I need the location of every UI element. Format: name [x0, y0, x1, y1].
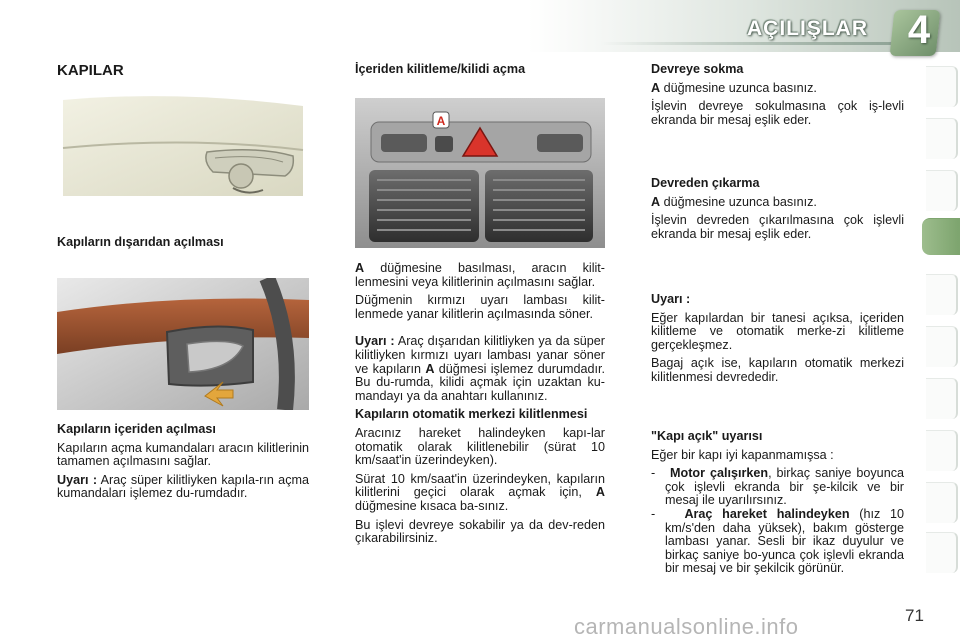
paragraph-activation-press — [651, 82, 904, 96]
button-ref-a: A — [651, 80, 661, 95]
paragraph-text: düğmesine uzunca basınız. — [660, 80, 817, 95]
bullet-engine-running — [651, 467, 904, 508]
chapter-tab[interactable] — [926, 66, 958, 107]
paragraph-boot-open: Bagaj açık ise, kapıların otomatik merkezi kilitlenmesi devrededir. — [651, 356, 904, 384]
paragraph-auto-locking: Aracınız hareket halindeyken kapı-lar otomatik olarak kilitlenebilir (sürat 10 km/saat'in üzerindeyken). — [355, 425, 605, 468]
chapter-tab[interactable] — [926, 170, 958, 211]
watermark: carmanualsonline.info — [574, 614, 799, 639]
section-title: KAPILAR — [57, 62, 124, 79]
chapter-tab[interactable] — [926, 532, 958, 573]
warning-super-lock — [355, 335, 605, 403]
chapter-tab[interactable] — [926, 378, 958, 419]
caption-exterior-opening: Kapıların dışarıdan açılması — [57, 235, 224, 249]
exterior-door-handle-illustration — [57, 92, 309, 200]
paragraph-warning-lamp: Düğmenin kırmızı uyarı lambası kilit-lenmede yanar kilitlerin açılmasında söner. — [355, 293, 605, 321]
heading-interior-locking: İçeriden kilitleme/kilidi açma — [355, 62, 526, 76]
bullet-vehicle-moving — [651, 508, 904, 576]
chapter-tab[interactable] — [926, 118, 958, 159]
button-ref-a: A — [355, 261, 365, 275]
paragraph-temp-unlock — [355, 473, 605, 514]
bullet-title: Motor çalışırken — [670, 466, 769, 481]
heading-interior-opening: Kapıların içeriden açılması — [57, 422, 216, 436]
heading-activation: Devreye sokma — [651, 62, 744, 76]
page-number: 71 — [905, 606, 924, 625]
chapter-number: 4 — [907, 8, 931, 52]
chapter-tabs — [926, 66, 960, 574]
paragraph-toggle-function: Bu işlevi devreye sokabilir ya da dev-reden çıkarabilirsiniz. — [355, 517, 605, 546]
warning-text: Araç dışarıdan kilitliyken ya da süper kilitliyken kırmızı uyarı lambası yanar söner ve kapıların — [355, 334, 605, 376]
button-ref-a: A — [651, 194, 661, 209]
paragraph-text: düğmesine kısaca ba-sınız. — [355, 498, 509, 513]
paragraph-text: düğmesine basılması, aracın kilit-lenmesini veya kilitlerinin açılmasını sağlar. — [355, 261, 605, 289]
heading-auto-locking: Kapıların otomatik merkezi kilitlenmesi — [355, 407, 588, 422]
paragraph-deactivation-press — [651, 196, 904, 210]
paragraph-interior-opening: Kapıların açma kumandaları aracın kilitlerinin tamamen açılmasını sağlar. — [57, 440, 309, 469]
button-ref-a: A — [425, 361, 435, 376]
warning-interior-opening — [57, 474, 309, 501]
paragraph-door-open-locking: Eğer kapılardan bir tanesi açıksa, içeriden kilitleme ve otomatik merke-zi kilitleme gerçekleşmez. — [651, 310, 904, 352]
paragraph-text: düğmesine uzunca basınız. — [660, 194, 817, 209]
bullet-text: (hız 10 km/s'den daha yüksek), bakım gösterge lambası yanar. Sesli bir ikaz duyulur ve birkaç saniye bo-yunca çok işlevli ekranda bir mesaj ve bir şekilcik görünür. — [665, 506, 904, 576]
paragraph-door-not-closed: Eğer bir kapı iyi kapanmamışsa : — [651, 447, 834, 462]
dashboard-vents-illustration — [355, 98, 605, 248]
chapter-tab-active[interactable] — [922, 218, 960, 255]
chapter-tab[interactable] — [926, 430, 958, 471]
paragraph-text: Sürat 10 km/saat'in üzerindeyken, kapıların kilitlerini geçici olarak açmak için, — [355, 471, 605, 500]
bullet-text: , birkaç saniye boyunca çok işlevli ekranda bir şe-kilcik ve bir mesaj ile uyarılırsınız. — [665, 466, 904, 508]
heading-deactivation: Devreden çıkarma — [651, 176, 760, 190]
warning-label: Uyarı : — [355, 334, 395, 349]
bullet-dash: - — [651, 466, 656, 481]
callout-label-a: A — [436, 114, 446, 128]
chapter-tab[interactable] — [926, 274, 958, 315]
paragraph-button-a — [355, 262, 605, 289]
chapter-tab[interactable] — [926, 482, 958, 523]
paragraph-deactivation-message: İşlevin devreden çıkarılmasına çok işlevli ekranda bir mesaj eşlik eder. — [651, 213, 904, 241]
chapter-tab[interactable] — [926, 326, 958, 367]
button-ref-a: A — [595, 485, 605, 500]
header-rule — [600, 42, 900, 45]
bullet-dash: - — [651, 506, 656, 521]
chapter-title: AÇILIŞLAR — [747, 17, 868, 40]
interior-door-handle-illustration — [57, 278, 309, 410]
heading-door-open-alert: "Kapı açık" uyarısı — [651, 429, 763, 443]
bullet-title: Araç hareket halindeyken — [684, 506, 850, 521]
paragraph-activation-message: İşlevin devreye sokulmasına çok iş-levli ekranda bir mesaj eşlik eder. — [651, 99, 904, 127]
warning-text: düğmesi işlemez durumdadır. Bu du-rumda, kilidi açmak için uzaktan ku-mandayı ya da anahtarı kullanınız. — [355, 361, 605, 403]
warning-text: Araç süper kilitliyken kapıla-rın açma kumandaları işlemez du-rumdadır. — [57, 472, 309, 501]
warning-label: Uyarı : — [651, 292, 691, 306]
warning-label: Uyarı : — [57, 472, 98, 487]
